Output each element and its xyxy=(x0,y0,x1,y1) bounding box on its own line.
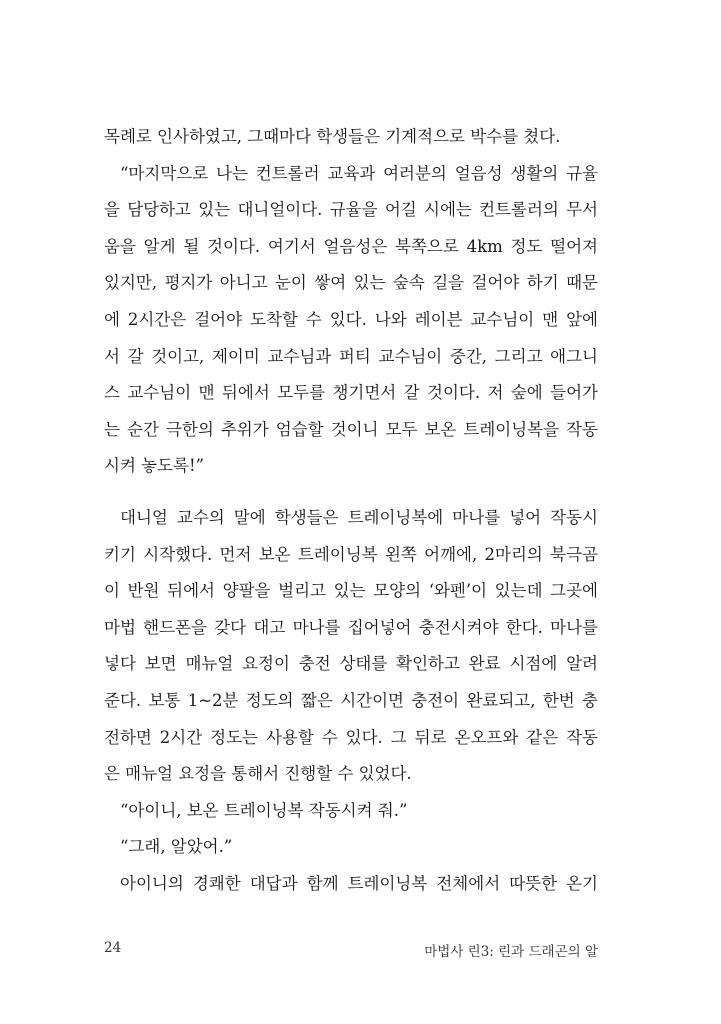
text-line: 는 순간 극한의 추위가 엄습할 것이니 모두 보온 트레이닝복을 작동 xyxy=(104,419,598,439)
text-line: 준다. 보통 1~2분 정도의 짧은 시간이면 충전이 완료되고, 한번 충 xyxy=(104,690,598,710)
text-line: 대니얼 교수의 말에 학생들은 트레이닝복에 마나를 넣어 작동시 xyxy=(120,508,598,527)
text-line: 이 반원 뒤에서 양팔을 벌리고 있는 모양의 ‘와펜’이 있는데 그곳에 xyxy=(104,581,598,601)
running-title: 마법사 린3: 린과 드래곤의 알 xyxy=(424,944,598,960)
text-line: 아이니의 경쾌한 대답과 함께 트레이닝복 전체에서 따뜻한 온기 xyxy=(120,873,598,893)
text-line: 목례로 인사하였고, 그때마다 학생들은 기계적으로 박수를 쳤다. xyxy=(104,127,561,146)
text-line: “그래, 알았어.” xyxy=(120,837,233,857)
text-line: 은 매뉴얼 요정을 통해서 진행할 수 있었다. xyxy=(104,764,412,784)
text-line: 넣다 보면 매뉴얼 요정이 충전 상태를 확인하고 완료 시점에 알려 xyxy=(104,654,598,674)
text-line: 서 갈 것이고, 제이미 교수님과 퍼티 교수님이 중간, 그리고 애그니 xyxy=(104,346,598,366)
body-text-block-1 xyxy=(104,119,598,485)
text-line: “아이니, 보온 트레이닝복 작동시켜 줘.” xyxy=(120,800,408,820)
text-line: 키기 시작했다. 먼저 보온 트레이닝복 왼쪽 어깨에, 2마리의 북극곰 xyxy=(104,544,598,564)
text-line: 을 담당하고 있는 대니얼이다. 규율을 어길 시에는 컨트롤러의 무서 xyxy=(104,200,598,220)
text-line: 전하면 2시간 정도는 사용할 수 있다. 그 뒤로 온오프와 같은 작동 xyxy=(104,727,598,747)
body-text-block-2 xyxy=(104,500,598,903)
text-line: 에 2시간은 걸어야 도착할 수 있다. 나와 레이븐 교수님이 맨 앞에 xyxy=(104,309,598,329)
text-line: 시켜 놓도록!” xyxy=(104,456,205,476)
page-number: 24 xyxy=(104,940,122,956)
text-line: 마법 핸드폰을 갖다 대고 마나를 집어넣어 충전시켜야 한다. 마나를 xyxy=(104,617,598,637)
text-line: “마지막으로 나는 컨트롤러 교육과 여러분의 얼음성 생활의 규율 xyxy=(120,163,598,183)
text-line: 있지만, 평지가 아니고 눈이 쌓여 있는 숲속 길을 걸어야 하기 때문 xyxy=(104,273,598,293)
text-line: 스 교수님이 맨 뒤에서 모두를 챙기면서 갈 것이다. 저 숲에 들어가 xyxy=(104,383,598,403)
text-line: 움을 알게 될 것이다. 여기서 얼음성은 북쪽으로 4km 정도 떨어져 xyxy=(104,236,598,256)
